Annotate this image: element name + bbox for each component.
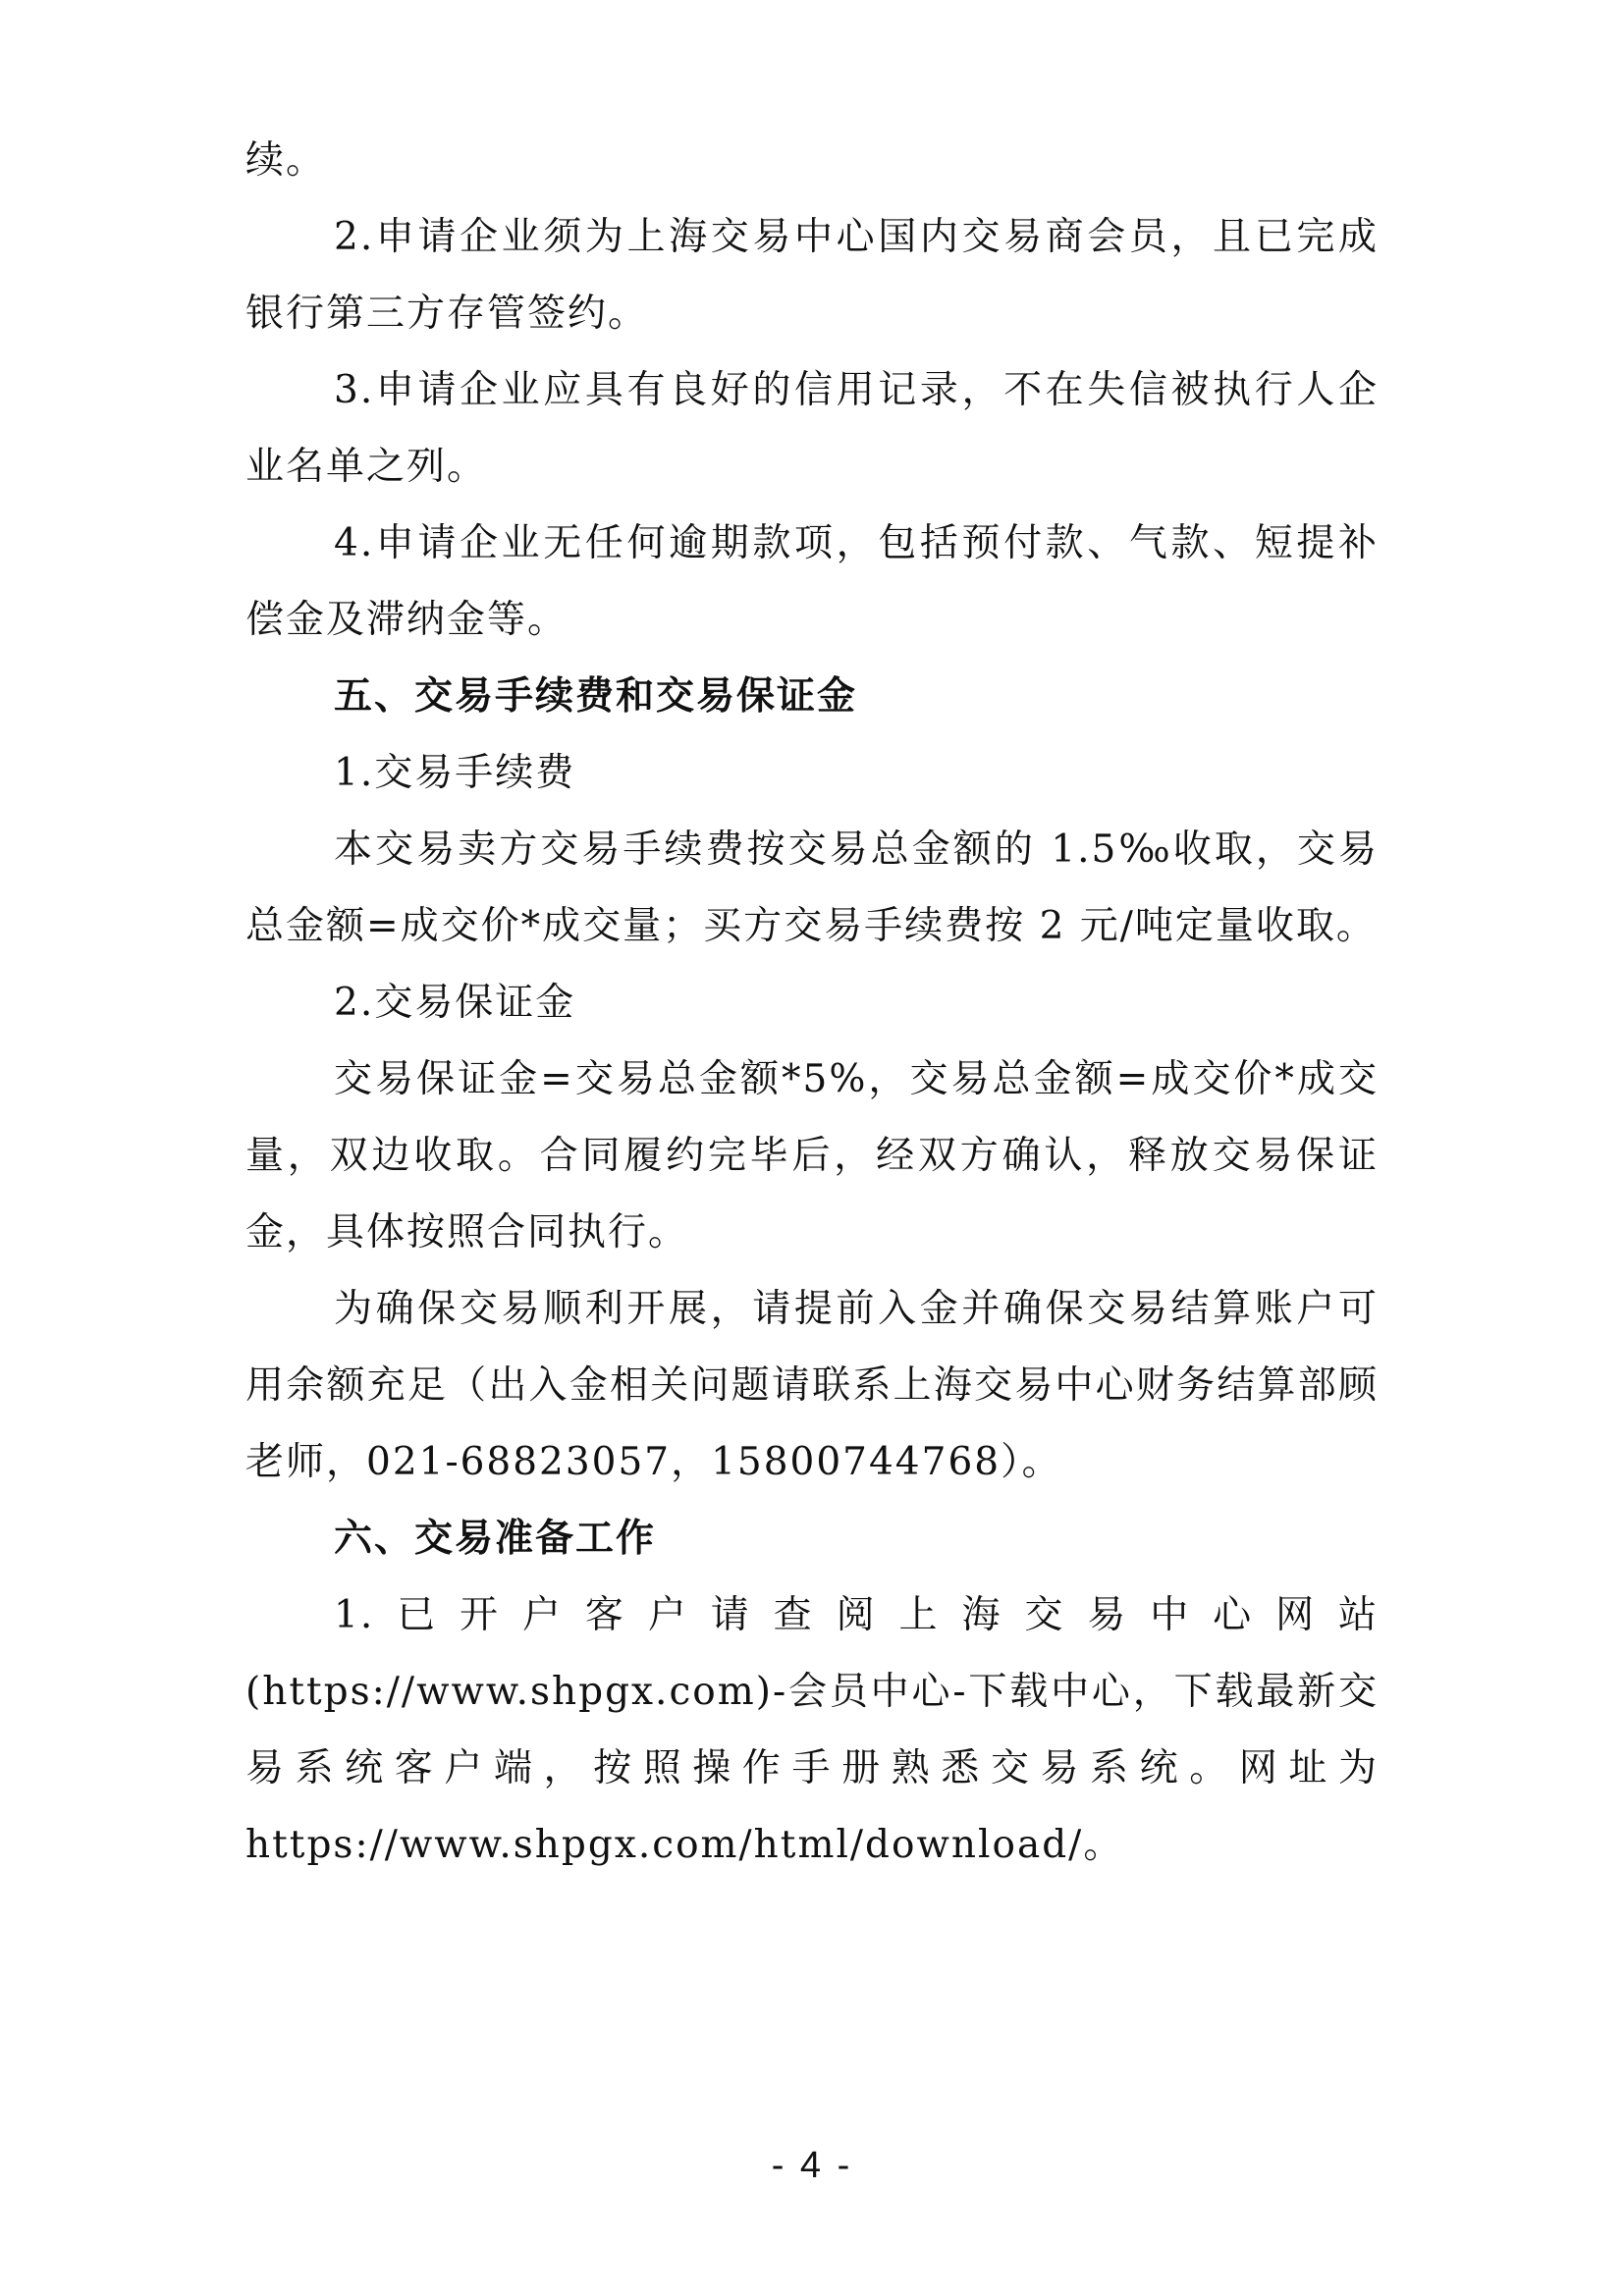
- document-body: [245, 123, 1379, 1884]
- subheading-trading-fee: 1.交易手续费: [334, 751, 576, 795]
- page-number: - 4 -: [771, 2145, 853, 2186]
- trading-fee-paragraph: 本交易卖方交易手续费按交易总金额的 1.5‰收取，交易总金额=成交价*成交量；买方交易手续费按 2 元/吨定量收取。: [245, 828, 1379, 948]
- continuation-line: 续。: [245, 138, 327, 183]
- section-5-heading: 五、交易手续费和交易保证金: [334, 674, 858, 719]
- preparation-item-1-continuation: (https://www.shpgx.com)-会员中心-下载中心，下载最新交易系统客户端，按照操作手册熟悉交易系统。网址为https://www.shpgx.com/html/download/。: [245, 1670, 1379, 1867]
- section-6-heading: 六、交易准备工作: [334, 1517, 657, 1561]
- requirement-2: 2.申请企业须为上海交易中心国内交易商会员，且已完成银行第三方存管签约。: [245, 215, 1379, 336]
- trading-deposit-paragraph: 交易保证金=交易总金额*5%，交易总金额=成交价*成交量，双边收取。合同履约完毕后，经双方确认，释放交易保证金，具体按照合同执行。: [245, 1057, 1379, 1255]
- requirement-3: 3.申请企业应具有良好的信用记录，不在失信被执行人企业名单之列。: [245, 368, 1379, 489]
- funds-notice-paragraph: 为确保交易顺利开展，请提前入金并确保交易结算账户可用余额充足（出入金相关问题请联系上海交易中心财务结算部顾老师，021-68823057，15800744768）。: [245, 1287, 1379, 1484]
- preparation-item-1-first-line: 1.已开户客户请查阅上海交易中心网站: [334, 1593, 1379, 1637]
- requirement-4: 4.申请企业无任何逾期款项，包括预付款、气款、短提补偿金及滞纳金等。: [245, 521, 1379, 642]
- subheading-trading-deposit: 2.交易保证金: [334, 981, 576, 1025]
